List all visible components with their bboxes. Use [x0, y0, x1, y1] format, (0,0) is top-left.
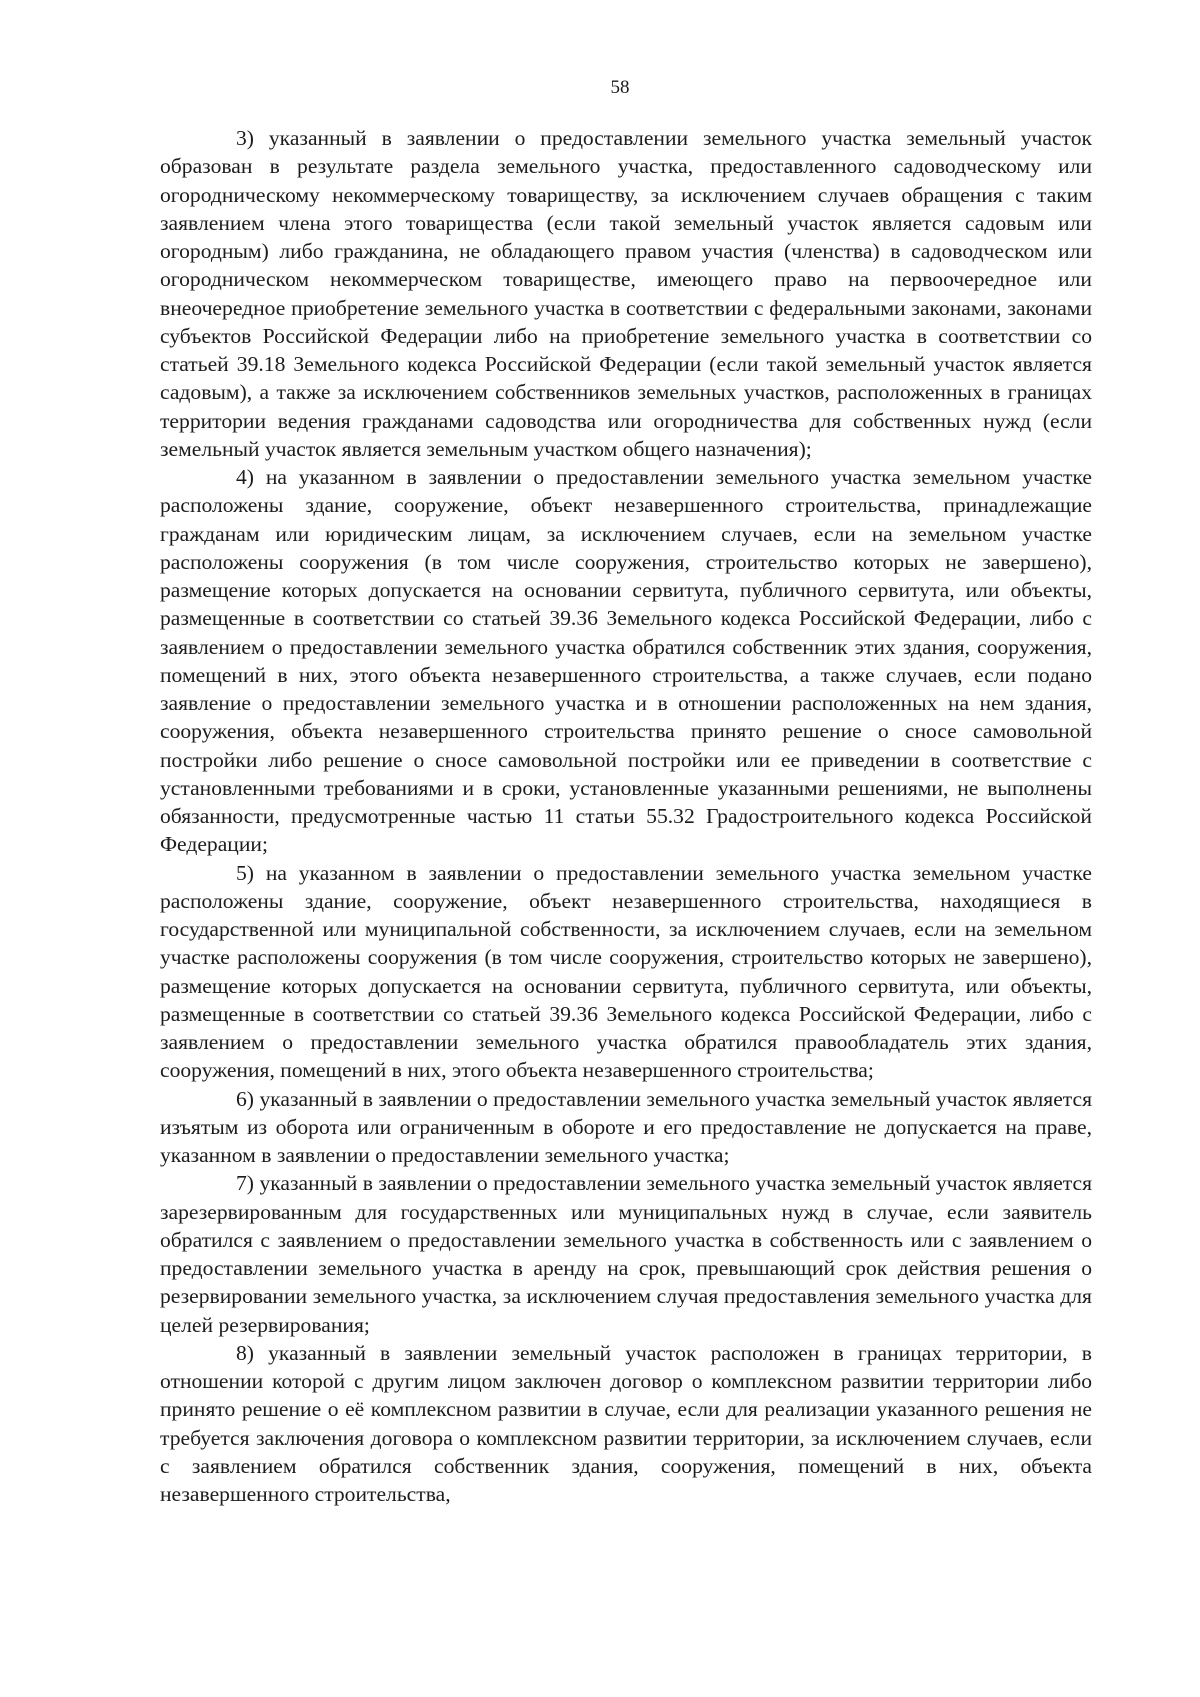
- paragraph-item-4: 4) на указанном в заявлении о предоставлении земельного участка земельном участке расположены здание, сооружение, объект незавершенного строительства, принадлежащие гражданам или юридическим лицам, за исключением случаев, если на земельном участке расположены сооружения (в том числе сооружения, строительство которых не завершено), размещение которых допускается на основании сервитута, публичного сервитута, или объекты, размещенные в соответствии со статьей 39.36 Земельного кодекса Российской Федерации, либо с заявлением о предоставлении земельного участка обратился собственник этих здания, сооружения, помещений в них, этого объекта незавершенного строительства, а также случаев, если подано заявление о предоставлении земельного участка и в отношении расположенных на нем здания, сооружения, объекта незавершенного строительства принято решение о сносе самовольной постройки либо решение о сносе самовольной постройки или ее приведении в соответствие с установленными требованиями и в сроки, установленные указанными решениями, не выполнены обязанности, предусмотренные частью 11 статьи 55.32 Градостроительного кодекса Российской Федерации;: [160, 465, 1092, 857]
- paragraph-item-7: 7) указанный в заявлении о предоставлении земельного участка земельный участок является зарезервированным для государственных или муниципальных нужд в случае, если заявитель обратился с заявлением о предоставлении земельного участка в собственность или с заявлением о предоставлении земельного участка в аренду на срок, превышающий срок действия решения о резервировании земельного участка, за исключением случая предоставления земельного участка для целей резервирования;: [160, 1171, 1092, 1337]
- page-number: 58: [610, 77, 630, 98]
- paragraph-item-6: 6) указанный в заявлении о предоставлении земельного участка земельный участок является изъятым из оборота или ограниченным в обороте и его предоставление не допускается на праве, указанном в заявлении о предоставлении земельного участка;: [160, 1086, 1092, 1167]
- document-body: [160, 124, 1092, 1508]
- paragraph-item-5: 5) на указанном в заявлении о предоставлении земельного участка земельном участке расположены здание, сооружение, объект незавершенного строительства, находящиеся в государственной или муниципальной собственности, за исключением случаев, если на земельном участке расположены сооружения (в том числе сооружения, строительство которых не завершено), размещение которых допускается на основании сервитута, публичного сервитута, или объекты, размещенные в соответствии со статьей 39.36 Земельного кодекса Российской Федерации, либо с заявлением о предоставлении земельного участка обратился правообладатель этих здания, сооружения, помещений в них, этого объекта незавершенного строительства;: [160, 860, 1092, 1083]
- paragraph-item-3: 3) указанный в заявлении о предоставлении земельного участка земельный участок образован в результате раздела земельного участка, предоставленного садоводческому или огородническому некоммерческому товариществу, за исключением случаев обращения с таким заявлением члена этого товарищества (если такой земельный участок является садовым или огородным) либо гражданина, не обладающего правом участия (членства) в садоводческом или огородническом некоммерческом товариществе, имеющего право на первоочередное или внеочередное приобретение земельного участка в соответствии с федеральными законами, законами субъектов Российской Федерации либо на приобретение земельного участка в соответствии со статьей 39.18 Земельного кодекса Российской Федерации (если такой земельный участок является садовым), а также за исключением собственников земельных участков, расположенных в границах территории ведения гражданами садоводства или огородничества для собственных нужд (если земельный участок является земельным участком общего назначения);: [160, 126, 1092, 461]
- paragraph-item-8: 8) указанный в заявлении земельный участок расположен в границах территории, в отношении которой с другим лицом заключен договор о комплексном развитии территории либо принято решение о её комплексном развитии в случае, если для реализации указанного решения не требуется заключения договора о комплексном развитии территории, за исключением случаев, если с заявлением обратился собственник здания, сооружения, помещений в них, объекта незавершенного строительства,: [160, 1340, 1092, 1506]
